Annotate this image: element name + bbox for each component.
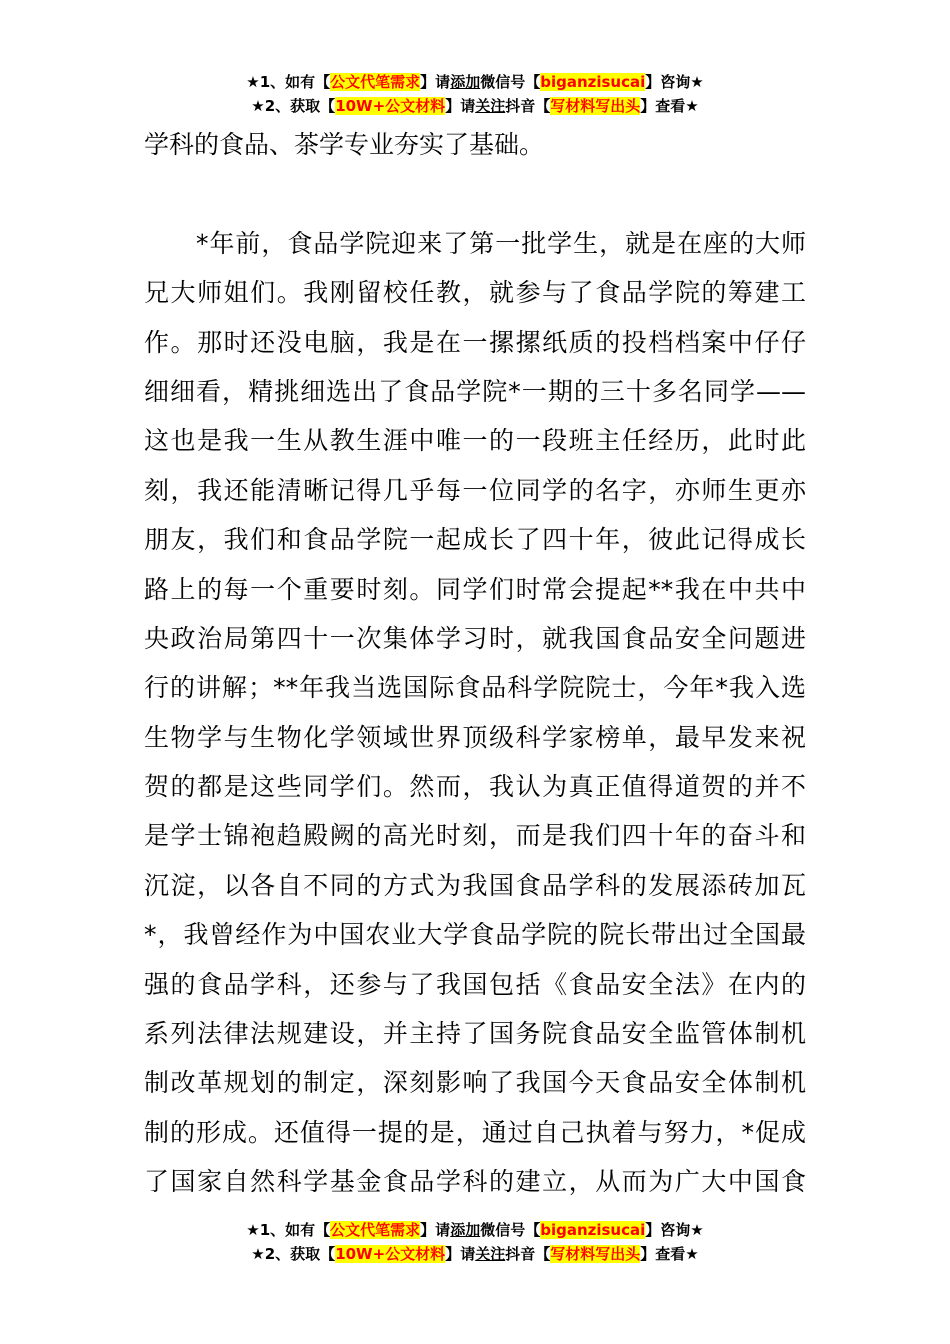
text-line: 制改革规划的制定，深刻影响了我国今天食品安全体制机 — [144, 1068, 806, 1098]
underlined-add: 添加 — [450, 73, 481, 91]
banner-text: ★1、如有【 — [246, 1221, 331, 1239]
banner-text: 】请 — [445, 97, 476, 115]
text-line: 细细看，精挑细选出了食品学院*一期的三十多名同学—— — [144, 376, 806, 406]
text-line: 是学士锦袍趋殿阙的高光时刻，而是我们四十年的奋斗和 — [144, 821, 806, 851]
banner-text: 微信号【 — [480, 1221, 541, 1239]
banner-text: 微信号【 — [480, 73, 541, 91]
continuation-line: 学科的食品、茶学专业夯实了基础。 — [144, 130, 545, 159]
text-line: *，我曾经作为中国农业大学食品学院的院长带出过全国最 — [144, 920, 806, 950]
highlight-douyin-account: 写材料写出头 — [550, 97, 641, 115]
text-line: 行的讲解；**年我当选国际食品科学院院士，今年*我入选 — [144, 673, 806, 703]
underlined-follow: 关注 — [475, 97, 506, 115]
banner-text: 抖音【 — [505, 1245, 551, 1263]
bottom-banner — [0, 1218, 950, 1266]
banner-text: 】查看★ — [640, 1245, 699, 1263]
banner-line-2 — [0, 94, 950, 118]
text-line: 制的形成。还值得一提的是，通过自己执着与努力，*促成 — [144, 1117, 806, 1147]
text-line: 强的食品学科，还参与了我国包括《食品安全法》在内的 — [144, 969, 806, 999]
top-banner — [0, 70, 950, 118]
text-line: 系列法律法规建设，并主持了国务院食品安全监管体制机 — [144, 1019, 806, 1049]
document-body — [144, 120, 806, 1207]
banner-line-1 — [0, 1218, 950, 1242]
text-line: 刻，我还能清晰记得几乎每一位同学的名字，亦师生更亦 — [144, 475, 806, 505]
highlight-wechat-id: biganzisucai — [540, 1221, 646, 1239]
banner-line-1 — [0, 70, 950, 94]
banner-text: ★2、获取【 — [251, 1245, 336, 1263]
paragraph-gap — [144, 169, 806, 218]
text-line: 了国家自然科学基金食品学科的建立，从而为广大中国食 — [144, 1167, 806, 1197]
underlined-follow: 关注 — [475, 1245, 506, 1263]
banner-text: 】请 — [445, 1245, 476, 1263]
highlight-materials: 10W+公文材料 — [335, 1245, 446, 1263]
text-line: 生物学与生物化学领域世界顶级科学家榜单，最早发来祝 — [144, 722, 806, 752]
text-line: 朋友，我们和食品学院一起成长了四十年，彼此记得成长 — [144, 525, 806, 555]
text-line: 贺的都是这些同学们。然而，我认为真正值得道贺的并不 — [144, 772, 806, 802]
highlight-materials: 10W+公文材料 — [335, 97, 446, 115]
text-line: 央政治局第四十一次集体学习时，就我国食品安全问题进 — [144, 623, 806, 653]
banner-text: 】咨询★ — [645, 73, 704, 91]
highlight-douyin-account: 写材料写出头 — [550, 1245, 641, 1263]
banner-text: 】查看★ — [640, 97, 699, 115]
banner-text: 抖音【 — [505, 97, 551, 115]
banner-text: ★1、如有【 — [246, 73, 331, 91]
banner-line-2 — [0, 1242, 950, 1266]
text-line: *年前，食品学院迎来了第一批学生，就是在座的大师 — [144, 228, 806, 258]
underlined-add: 添加 — [450, 1221, 481, 1239]
text-line: 沉淀，以各自不同的方式为我国食品学科的发展添砖加瓦 — [144, 870, 806, 900]
highlight-wechat-id: biganzisucai — [540, 73, 646, 91]
banner-text: 】请 — [420, 1221, 451, 1239]
paragraph — [144, 219, 806, 1207]
banner-text: ★2、获取【 — [251, 97, 336, 115]
text-line: 作。那时还没电脑，我是在一摞摞纸质的投档档案中仔仔 — [144, 327, 806, 357]
banner-text: 】请 — [420, 73, 451, 91]
text-line: 这也是我一生从教生涯中唯一的一段班主任经历，此时此 — [144, 426, 806, 456]
highlight-ghostwriting: 公文代笔需求 — [330, 73, 421, 91]
highlight-ghostwriting: 公文代笔需求 — [330, 1221, 421, 1239]
banner-text: 】咨询★ — [645, 1221, 704, 1239]
text-line: 路上的每一个重要时刻。同学们时常会提起**我在中共中 — [144, 574, 806, 604]
text-line: 兄大师姐们。我刚留校任教，就参与了食品学院的筹建工 — [144, 278, 806, 308]
